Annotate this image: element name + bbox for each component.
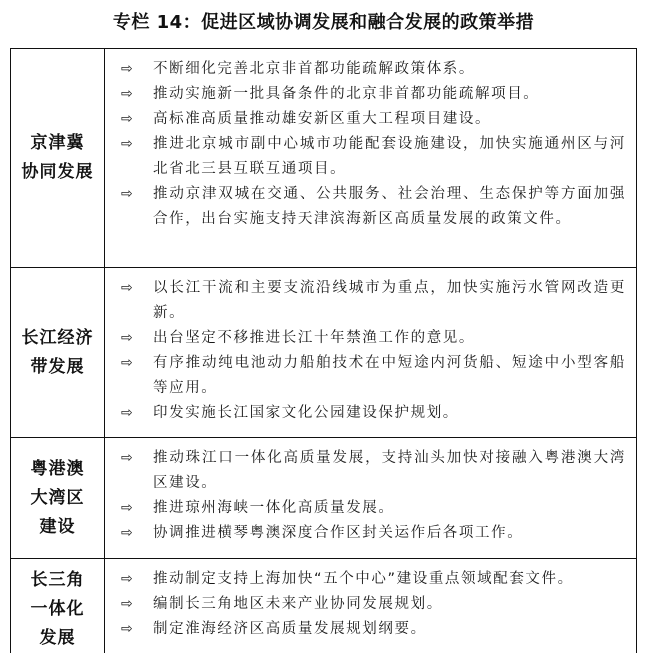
row-items <box>105 438 636 558</box>
policy-table <box>10 48 637 653</box>
list-item <box>119 182 626 232</box>
list-item-text: 印发实施长江国家文化公园建设保护规划。 <box>153 405 459 421</box>
list-item-text: 协调推进横琴粤澳深度合作区封关运作后各项工作。 <box>153 525 524 541</box>
list-item-text: 推动珠江口一体化高质量发展，支持汕头加快对接融入粤港澳大湾区建设。 <box>153 450 626 491</box>
hollow-right-arrow-icon: ⇨ <box>121 500 133 516</box>
hollow-right-arrow-icon: ⇨ <box>121 355 133 371</box>
list-item-text: 高标准高质量推动雄安新区重大工程项目建设。 <box>153 111 492 127</box>
list-item-text: 推进琼州海峡一体化高质量发展。 <box>153 500 395 516</box>
row-label-line: 京津冀 <box>30 133 85 153</box>
page-title: 专栏 14：促进区域协调发展和融合发展的政策举措 <box>112 12 535 33</box>
list-item <box>119 567 626 592</box>
hollow-right-arrow-icon: ⇨ <box>121 86 133 102</box>
hollow-right-arrow-icon: ⇨ <box>121 596 133 612</box>
table-row <box>11 559 636 653</box>
hollow-right-arrow-icon: ⇨ <box>121 525 133 541</box>
list-item-text: 以长江干流和主要支流沿线城市为重点，加快实施污水管网改造更新。 <box>153 280 626 321</box>
row-label-line: 协同发展 <box>21 162 94 182</box>
row-label <box>11 268 105 437</box>
row-items <box>105 49 636 267</box>
list-item-text: 推进北京城市副中心城市功能配套设施建设，加快实施通州区与河北省北三县互联互通项目。 <box>153 136 626 177</box>
list-item-text: 推动实施新一批具备条件的北京非首都功能疏解项目。 <box>153 86 540 102</box>
row-label-line: 粤港澳 <box>30 458 85 479</box>
list-item <box>119 496 626 521</box>
list-item-text: 有序推动纯电池动力船舶技术在中短途内河货船、短途中小型客船等应用。 <box>153 355 626 396</box>
row-label-line: 一体化 <box>30 598 85 619</box>
list-item <box>119 592 626 617</box>
row-label <box>11 438 105 558</box>
list-item <box>119 326 626 351</box>
hollow-right-arrow-icon: ⇨ <box>121 621 133 637</box>
hollow-right-arrow-icon: ⇨ <box>121 61 133 77</box>
row-label <box>11 559 105 653</box>
row-label <box>11 49 105 267</box>
table-row <box>11 49 636 268</box>
row-items <box>105 268 636 437</box>
hollow-right-arrow-icon: ⇨ <box>121 280 133 296</box>
list-item-text: 推动制定支持上海加快“五个中心”建设重点领域配套文件。 <box>153 571 574 587</box>
table-row <box>11 268 636 438</box>
list-item <box>119 107 626 132</box>
table-row <box>11 438 636 559</box>
list-item <box>119 132 626 182</box>
list-item-text: 出台坚定不移推进长江十年禁渔工作的意见。 <box>153 330 475 346</box>
list-item <box>119 446 626 496</box>
list-item <box>119 521 626 546</box>
row-label-line: 长江经济 <box>21 327 94 348</box>
list-item <box>119 617 626 642</box>
hollow-right-arrow-icon: ⇨ <box>121 405 133 421</box>
hollow-right-arrow-icon: ⇨ <box>121 111 133 127</box>
hollow-right-arrow-icon: ⇨ <box>121 186 133 202</box>
list-item <box>119 57 626 82</box>
hollow-right-arrow-icon: ⇨ <box>121 571 133 587</box>
hollow-right-arrow-icon: ⇨ <box>121 330 133 346</box>
row-label-line: 长三角 <box>30 569 85 590</box>
row-label-line: 发展 <box>39 627 76 648</box>
list-item-text: 不断细化完善北京非首都功能疏解政策体系。 <box>153 61 475 77</box>
hollow-right-arrow-icon: ⇨ <box>121 450 133 466</box>
list-item <box>119 401 626 426</box>
row-label-line: 带发展 <box>30 356 85 377</box>
list-item <box>119 351 626 401</box>
row-items <box>105 559 636 653</box>
list-item-text: 推动京津双城在交通、公共服务、社会治理、生态保护等方面加强合作，出台实施支持天津滨海新区高质量发展的政策文件。 <box>153 186 626 227</box>
row-label-line: 建设 <box>39 516 76 537</box>
list-item <box>119 276 626 326</box>
hollow-right-arrow-icon: ⇨ <box>121 136 133 152</box>
list-item-text: 制定淮海经济区高质量发展规划纲要。 <box>153 621 427 637</box>
list-item-text: 编制长三角地区未来产业协同发展规划。 <box>153 596 443 612</box>
list-item <box>119 82 626 107</box>
row-label-line: 大湾区 <box>30 487 85 508</box>
